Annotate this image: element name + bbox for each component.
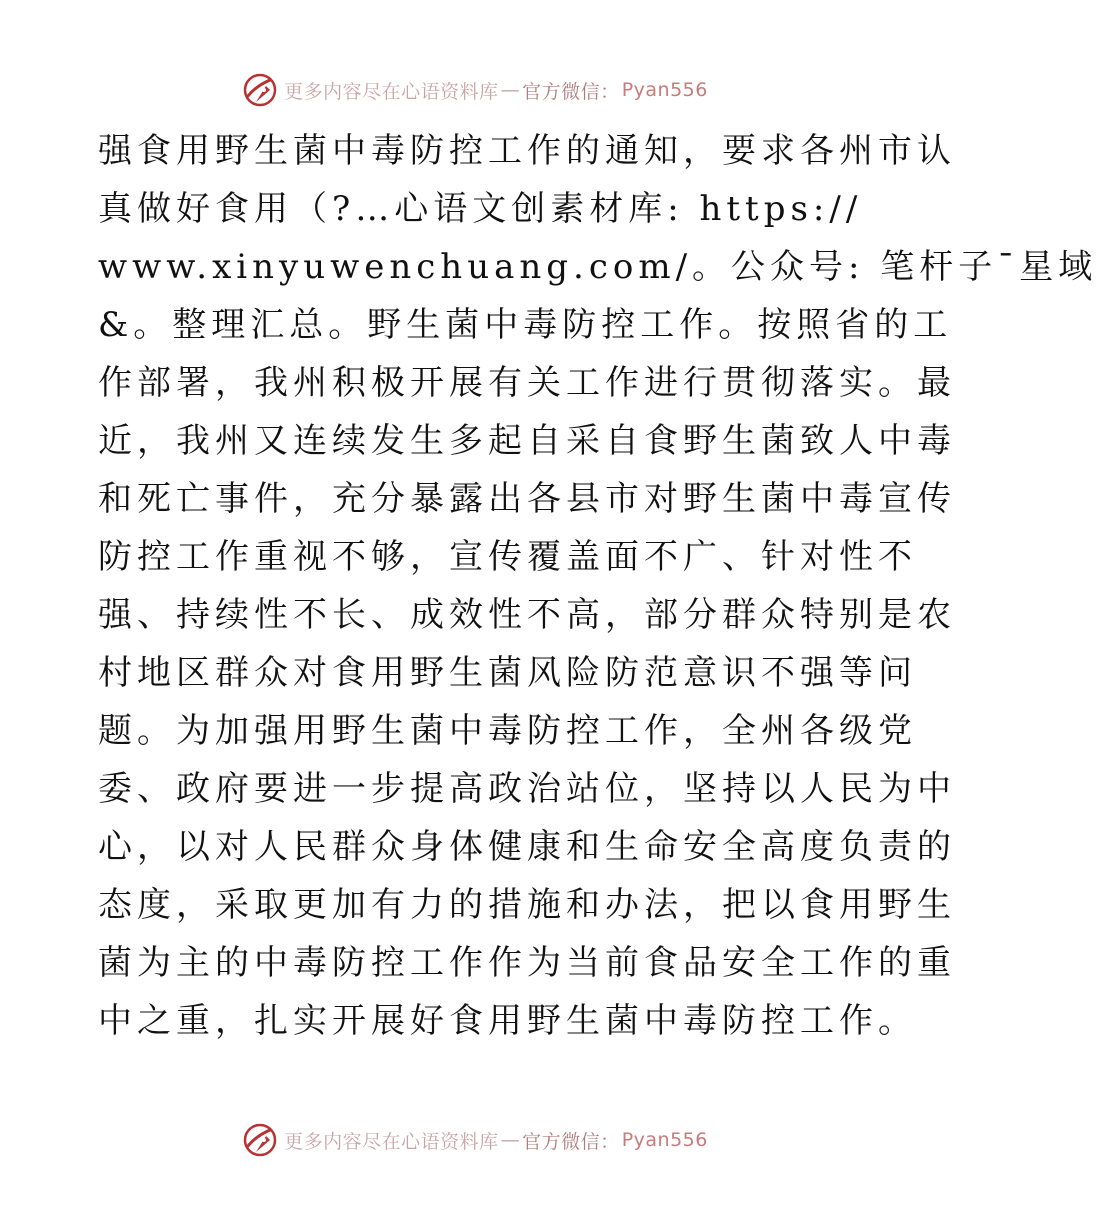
body-line: 村地区群众对食用野生菌风险防范意识不强等问 [98, 653, 917, 693]
pen-logo-icon [242, 72, 278, 108]
header-wechat-label: 官方微信： [522, 80, 620, 103]
body-line: 近，我州又连续发生多起自采自食野生菌致人中毒 [98, 421, 956, 461]
body-line: 题。为加强用野生菌中毒防控工作，全州各级党 [98, 711, 917, 751]
body-paragraph [98, 122, 1097, 1050]
header-dash: — [500, 79, 521, 101]
body-line: 委、政府要进一步提高政治站位，坚持以人民为中 [98, 769, 956, 809]
body-line: 真做好食用（?…心语文创素材库: https:// [98, 189, 863, 229]
footer-banner [0, 1120, 950, 1160]
body-line: 防控工作重视不够，宣传覆盖面不广、针对性不 [98, 537, 917, 577]
footer-wechat-id: Pyan556 [621, 1129, 708, 1151]
body-line: 强、持续性不长、成效性不高，部分群众特别是农 [98, 595, 956, 635]
body-line: 强食用野生菌中毒防控工作的通知，要求各州市认 [98, 131, 956, 171]
footer-dash: — [500, 1129, 521, 1151]
document-body [98, 122, 1097, 1050]
body-line: www.xinyuwenchuang.com/。公众号: 笔杆子¯星域 [98, 247, 1097, 287]
body-line: 中之重，扎实开展好食用野生菌中毒防控工作。 [98, 1001, 917, 1041]
header-wechat-id: Pyan556 [621, 79, 708, 101]
body-line: 和死亡事件，充分暴露出各县市对野生菌中毒宣传 [98, 479, 956, 519]
body-line: &。整理汇总。野生菌中毒防控工作。按照省的工 [98, 305, 953, 345]
body-line: 心，以对人民群众身体健康和生命安全高度负责的 [98, 827, 956, 867]
body-line: 作部署，我州积极开展有关工作进行贯彻落实。最 [98, 363, 956, 403]
pen-logo-icon [242, 1122, 278, 1158]
body-line: 菌为主的中毒防控工作作为当前食品安全工作的重 [98, 943, 956, 983]
footer-library-label: 更多内容尽在心语资料库 [284, 1130, 499, 1153]
header-library-label: 更多内容尽在心语资料库 [284, 80, 499, 103]
header-banner [0, 70, 950, 110]
body-line: 态度，采取更加有力的措施和办法，把以食用野生 [98, 885, 956, 925]
footer-wechat-label: 官方微信： [522, 1130, 620, 1153]
